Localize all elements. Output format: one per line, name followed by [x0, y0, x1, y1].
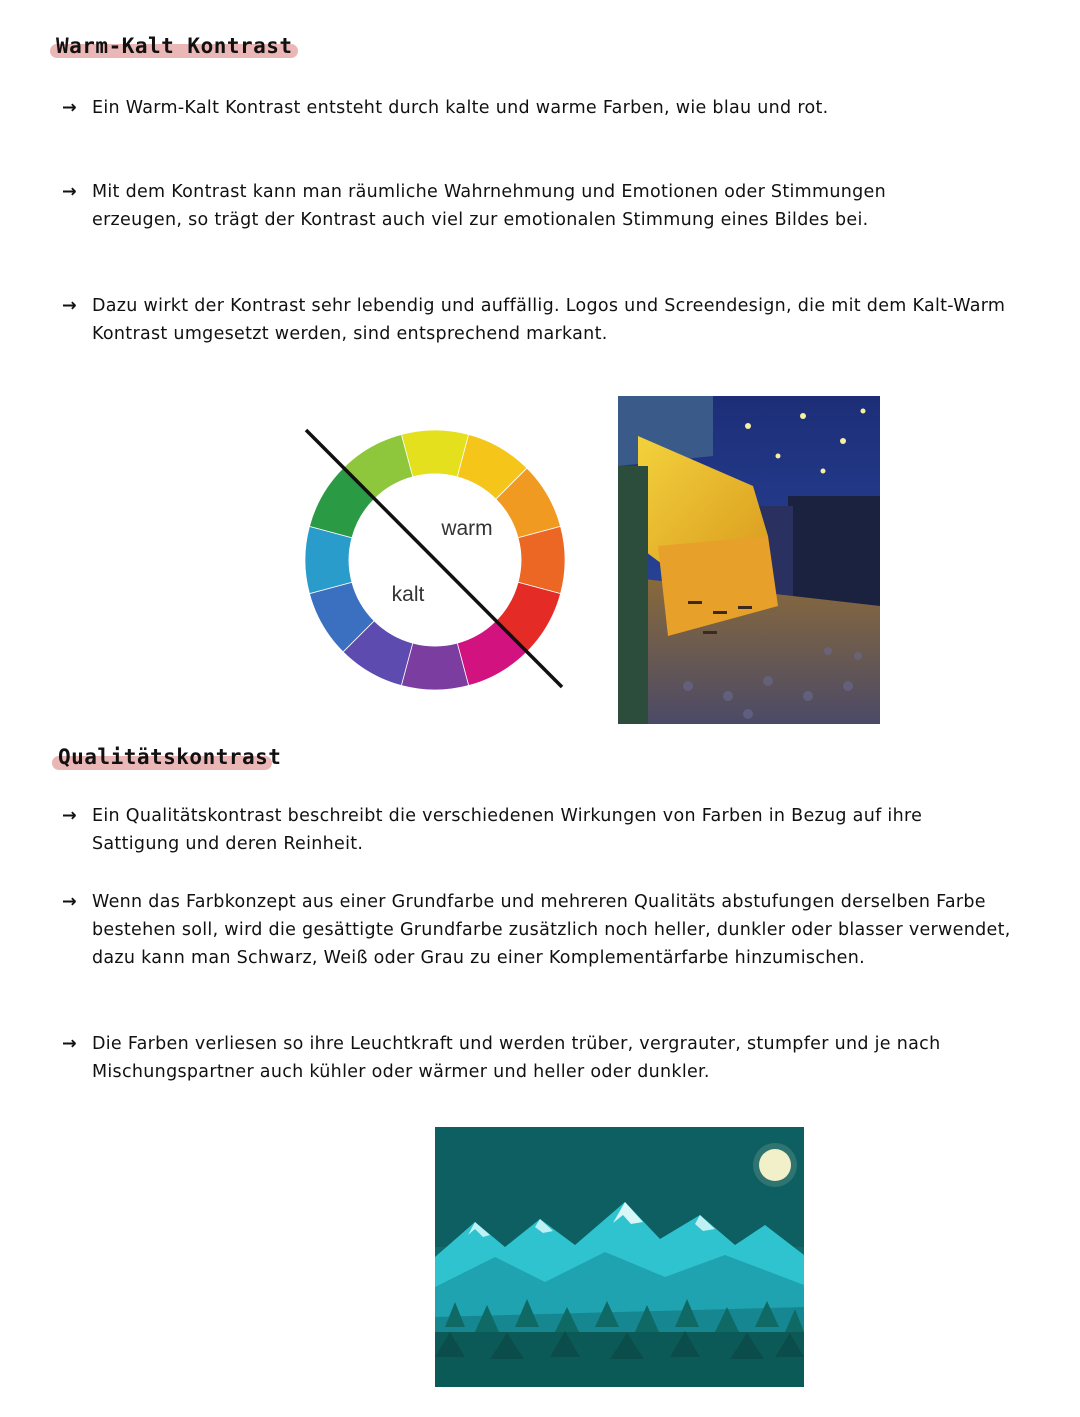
color-wheel-svg	[300, 425, 570, 695]
color-wheel	[300, 425, 570, 695]
arrow-icon: →	[62, 892, 77, 912]
bullet-6	[62, 1030, 1022, 1086]
wheel-segment	[401, 430, 468, 477]
wheel-segment	[401, 643, 468, 690]
arrow-icon: →	[62, 182, 77, 202]
arrow-icon: →	[62, 296, 77, 316]
bullet-text: Ein Qualitätskontrast beschreibt die verschiedenen Wirkungen von Farben in Bezug auf ihre Sattigung und deren Reinheit.	[92, 806, 923, 854]
bullet-2	[62, 178, 982, 234]
mountain-illustration	[435, 1127, 804, 1387]
bullet-text: Wenn das Farbkonzept aus einer Grundfarbe und mehreren Qualitäts abstufungen derselben Farbe bestehen soll, wird die gesättigte Grundfarbe zusätzlich noch heller, dunkler oder blasser verwendet, dazu kann man Schwarz, Weiß oder Grau zu einer Komplementärfarbe hinzumischen.	[92, 892, 1011, 968]
cafe-terrace-painting	[618, 396, 880, 724]
arrow-icon: →	[62, 98, 77, 118]
bullet-text: Dazu wirkt der Kontrast sehr lebendig und auffällig. Logos und Screendesign, die mit dem Kalt-Warm Kontrast umgesetzt werden, sind entsprechend markant.	[92, 296, 1006, 344]
wheel-segment	[305, 526, 352, 593]
bullet-text: Ein Warm-Kalt Kontrast entsteht durch kalte und warme Farben, wie blau und rot.	[92, 98, 829, 118]
arrow-icon: →	[62, 806, 77, 826]
bullet-1	[62, 94, 962, 122]
section-heading-warm-kalt: Warm-Kalt Kontrast	[56, 34, 293, 58]
bullet-text: Die Farben verliesen so ihre Leuchtkraft und werden trüber, vergrauter, stumpfer und je nach Mischungspartner auch kühler oder wärmer und heller oder dunkler.	[92, 1034, 941, 1082]
bullet-text: Mit dem Kontrast kann man räumliche Wahrnehmung und Emotionen oder Stimmungen erzeugen, so trägt der Kontrast auch viel zur emotionalen Stimmung eines Bildes bei.	[92, 182, 886, 230]
bullet-3	[62, 292, 1032, 348]
section-heading-qualitaet: Qualitätskontrast	[58, 745, 282, 769]
arrow-icon: →	[62, 1034, 77, 1054]
bullet-4	[62, 802, 1012, 858]
bullet-5	[62, 888, 1042, 972]
wheel-segment	[518, 526, 565, 593]
warm-label: warm	[441, 517, 493, 540]
kalt-label: kalt	[391, 583, 425, 606]
